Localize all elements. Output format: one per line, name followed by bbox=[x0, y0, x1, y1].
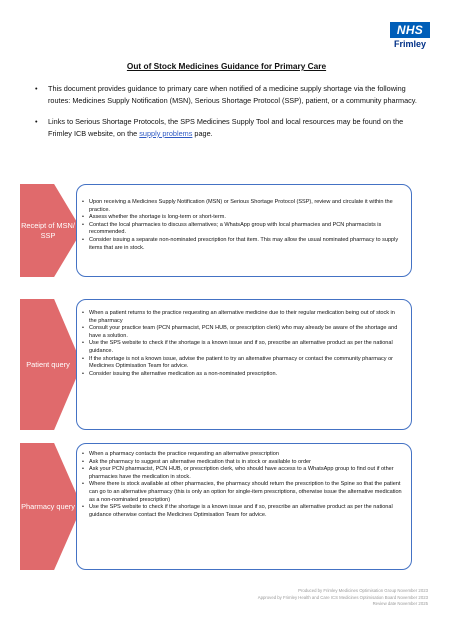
list-item: • When a pharmacy contacts the practice requesting an alternative prescription bbox=[82, 451, 403, 459]
intro-bullet: • This document provides guidance to primary care when notified of a medicine supply shortage via the following routes: Medicines Supply Notification (MSN), Serious Shortage Protocol (SSP), patient, or a community pharmacy. bbox=[35, 83, 427, 106]
footer-line: Produced by Frimley Medicines Optimisation Group November 2023 bbox=[298, 588, 428, 593]
footer-line: Approved by Frimley Health and Care ICS Medicines Optimisation Board November 2023 bbox=[257, 594, 428, 600]
list-item: • Consult your practice team (PCN pharmacist, PCN HUB, or prescription clerk) who may already be aware of the shortage and have a solution. bbox=[82, 325, 403, 340]
section-patient bbox=[20, 299, 412, 430]
section-box bbox=[76, 443, 412, 570]
nhs-logo-box: NHS bbox=[390, 22, 430, 38]
section-box bbox=[76, 184, 412, 277]
section-receipt bbox=[20, 184, 412, 277]
list-item: • Consider issuing a separate non-nominated prescription for that item. This may allow the usual nominated pharmacy to supply items that are in stock. bbox=[82, 237, 403, 252]
section-label: Patient query bbox=[26, 359, 70, 369]
section-list bbox=[82, 199, 403, 252]
document-title: Out of Stock Medicines Guidance for Primary Care bbox=[126, 61, 327, 71]
list-item: • If the shortage is not a known issue, advise the patient to try an alternative pharmacy or contact the community pharmacy or Medicines Optimisation Team for advice. bbox=[82, 356, 403, 371]
supply-problems-link[interactable]: supply problems bbox=[139, 128, 193, 138]
list-item: • Use the SPS website to check if the shortage is a known issue and if so, prescribe an alternative product as per the national guidance otherwise contact the Medicines Optimisation Team for advice. bbox=[82, 504, 403, 519]
intro-bullets bbox=[35, 83, 427, 149]
list-item: • Upon receiving a Medicines Supply Notification (MSN) or Serious Shortage Protocol (SSP), review and circulate it within the practice. bbox=[82, 199, 403, 214]
section-box bbox=[76, 299, 412, 430]
intro-text: Links to Serious Shortage Protocols, the SPS Medicines Supply Tool and local resources may be found on the Frimley ICB website, on the bbox=[48, 117, 404, 138]
list-item: • When a patient returns to the practice requesting an alternative medicine due to their regular medication being out of stock in the pharmacy bbox=[82, 310, 403, 325]
list-item: • Ask the pharmacy to suggest an alternative medication that is in stock or available to order bbox=[82, 459, 403, 467]
section-pharmacy bbox=[20, 443, 412, 570]
section-list bbox=[82, 451, 403, 519]
list-item: • Contact the local pharmacies to discuss alternatives; a WhatsApp group with local pharmacies and PCN pharmacists is recommended. bbox=[82, 222, 403, 237]
intro-text: page. bbox=[192, 128, 213, 138]
footer-line: Review date November 2025 bbox=[372, 601, 428, 607]
intro-bullet bbox=[35, 116, 427, 139]
list-item: • Where there is stock available at other pharmacies, the pharmacy should return the prescription to the Spine so that the patient can go to an alternative pharmacy (this is only an option for single-item prescriptions, otherwise issue the alternative medication as a non-nominated prescription) bbox=[82, 481, 403, 504]
section-label: Receipt of MSN/ SSP bbox=[21, 220, 75, 240]
section-list bbox=[82, 310, 403, 378]
section-label: Pharmacy query bbox=[21, 501, 75, 511]
org-name: Frimley bbox=[393, 39, 426, 49]
nhs-logo bbox=[390, 22, 430, 49]
list-item: • Consider issuing the alternative medication as a non-nominated prescription. bbox=[82, 371, 403, 379]
list-item: • Ask your PCN pharmacist, PCN HUB, or prescription clerk, who should have access to a WhatsApp group to find out if other pharmacies have the medication in stock. bbox=[82, 466, 403, 481]
list-item: • Assess whether the shortage is long-term or short-term. bbox=[82, 214, 403, 222]
footer bbox=[258, 588, 428, 608]
list-item: • Use the SPS website to check if the shortage is a known issue and if so, prescribe an alternative product as per the national guidance. bbox=[82, 340, 403, 355]
